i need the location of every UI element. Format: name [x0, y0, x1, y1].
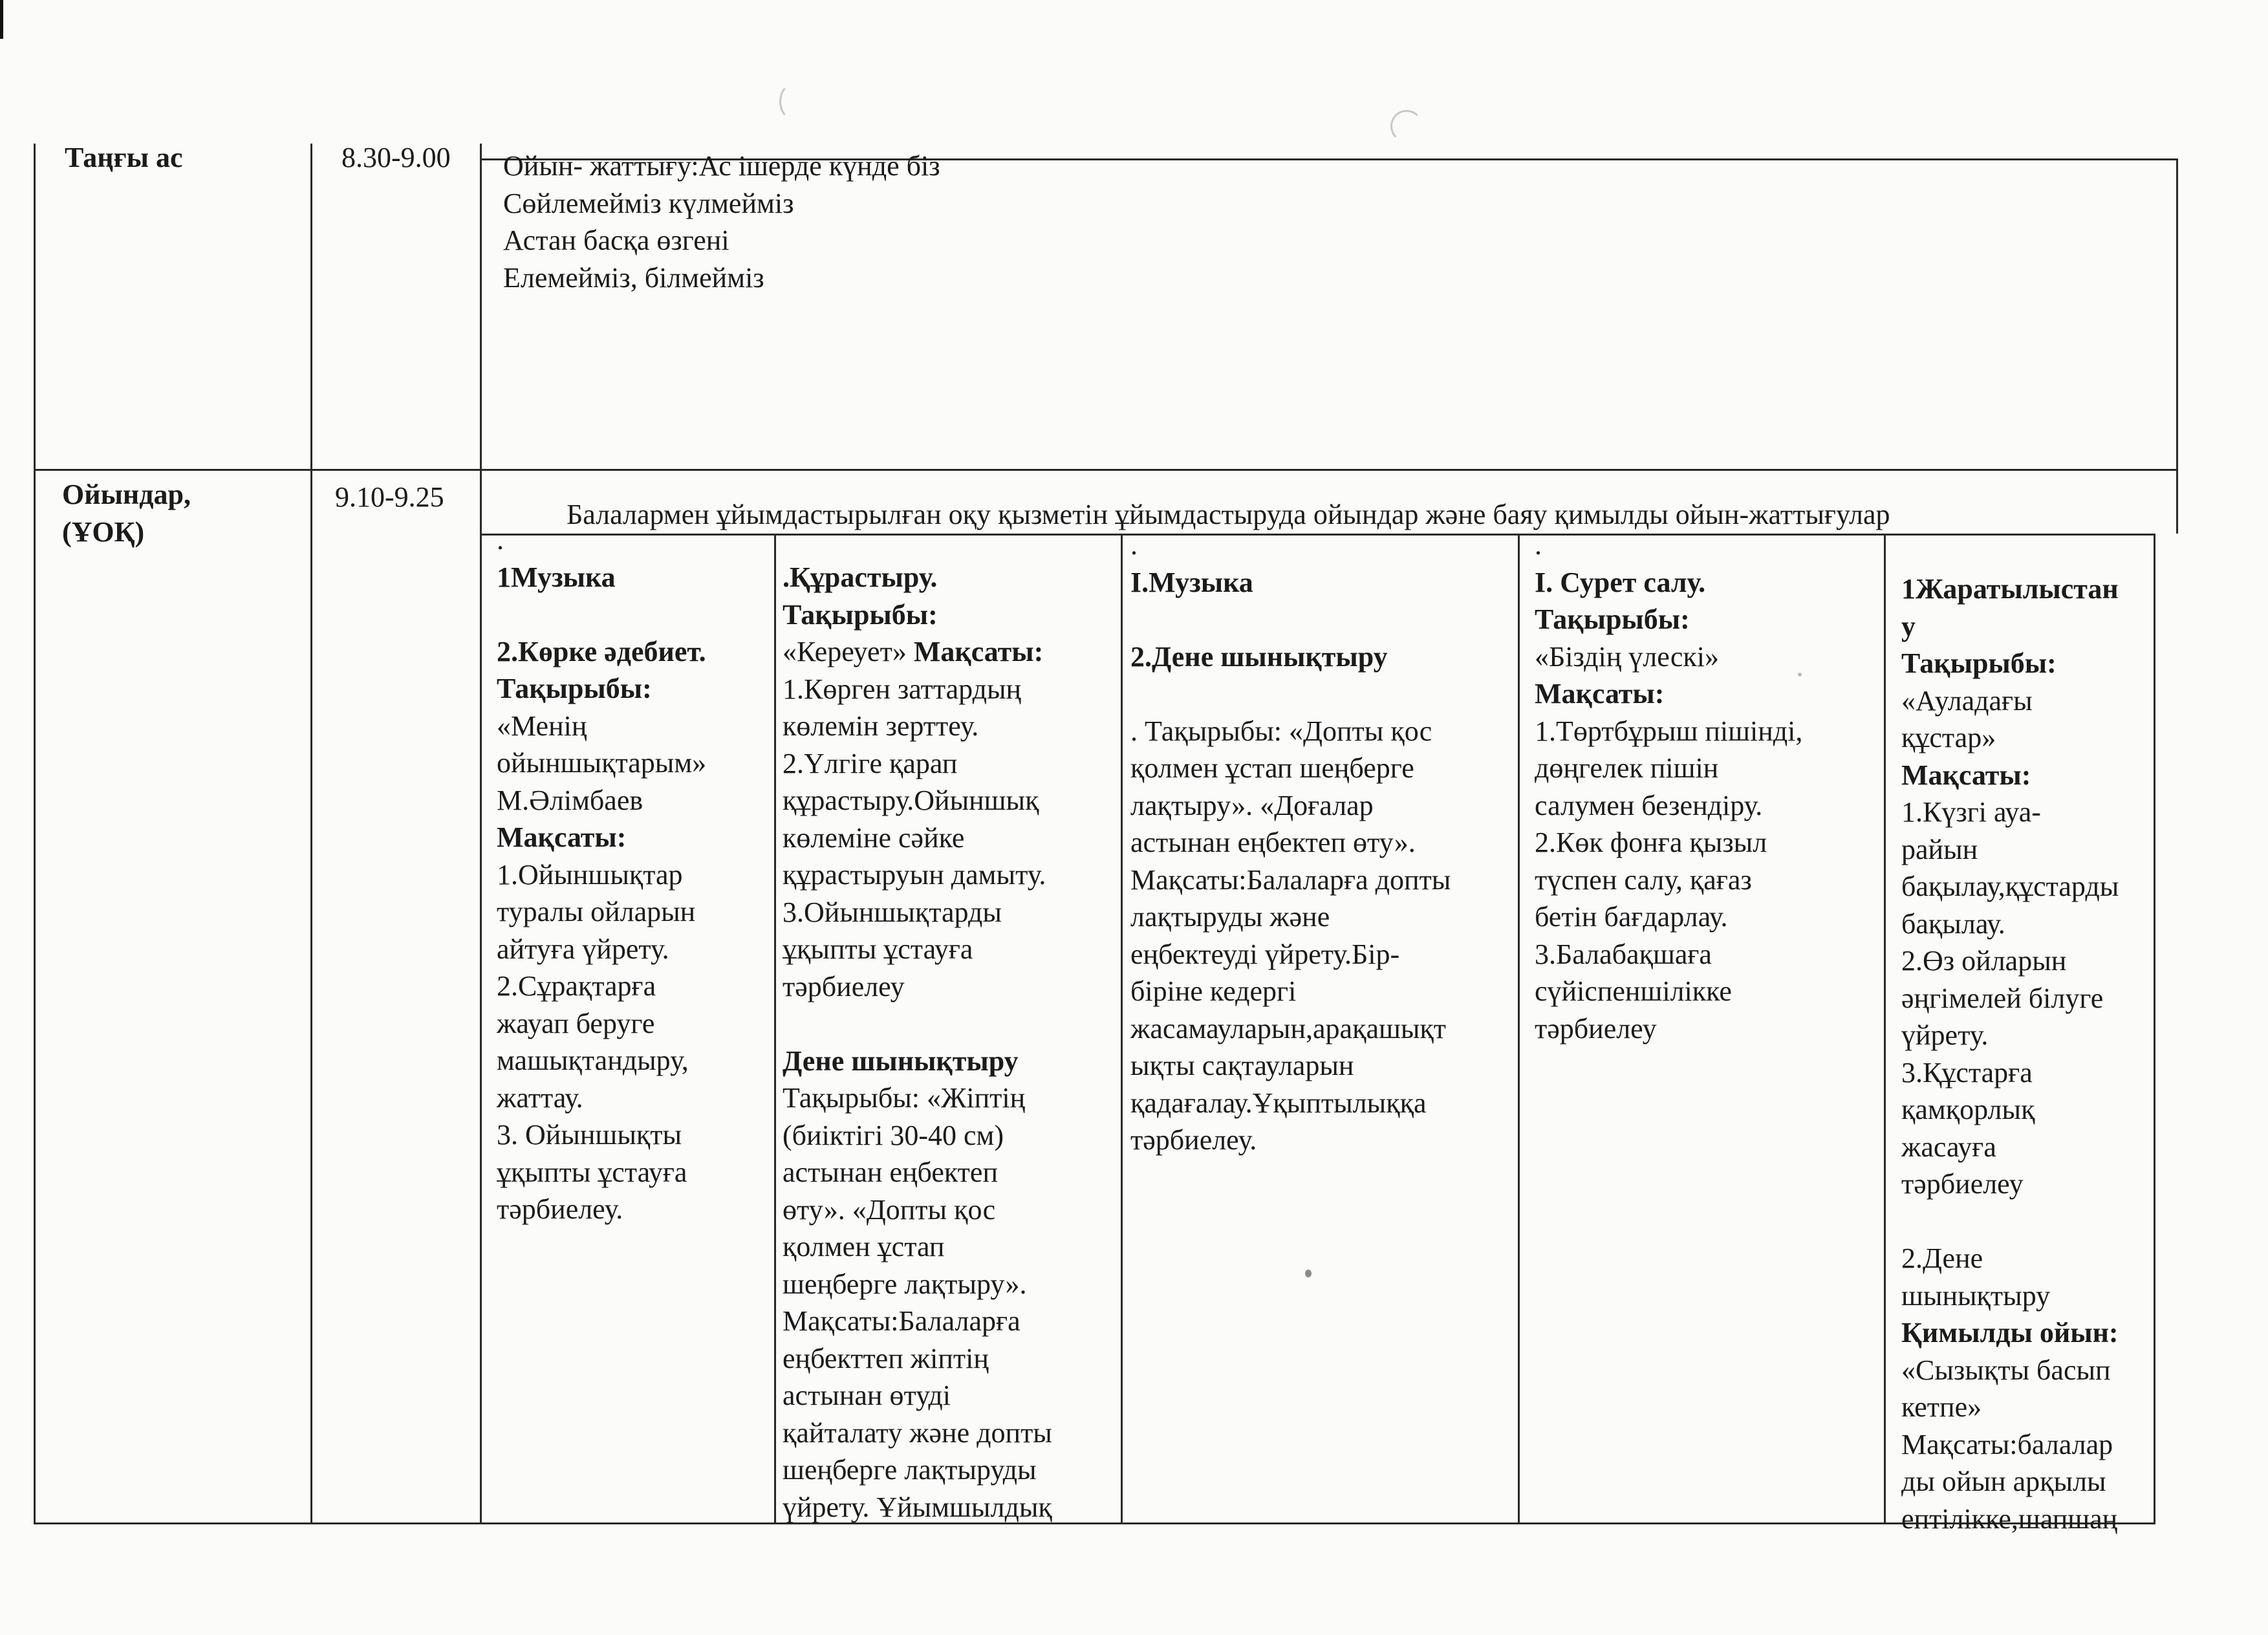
content-line: тәрбиелеу: [1901, 1168, 2024, 1200]
content-line: қолмен ұстап шеңберге: [1130, 752, 1414, 784]
hole-punch-mark: [1390, 110, 1423, 142]
content-line: Мақсаты:: [1535, 678, 1665, 709]
content-line: ұқыпты ұстауға: [497, 1156, 687, 1188]
row-time-breakfast: [341, 139, 451, 177]
content-line: 3.Балабақшаға: [1535, 938, 1712, 970]
content-line: Мақсаты:Балаларға: [783, 1305, 1021, 1337]
content-line: Қимылды ойын:: [1901, 1317, 2119, 1348]
content-line: Тақырыбы: «Жіптің: [783, 1082, 1026, 1114]
content-line: 1Музыка: [497, 561, 616, 593]
content-line: қамқорлық: [1901, 1094, 2035, 1125]
content-line: Дене шынықтыру: [783, 1045, 1019, 1077]
content-line: шынықтыру: [1901, 1279, 2051, 1312]
content-line: астынан еңбектеп өту».: [1130, 827, 1416, 858]
content-line: шеңберге лақтыруды: [783, 1454, 1037, 1486]
content-line: .: [1535, 529, 1542, 561]
content-line: (биіктігі 30-40 см): [783, 1119, 1004, 1151]
content-line: құрастыруын дамыту.: [783, 859, 1046, 891]
content-line: І.Музыка: [1130, 566, 1253, 598]
content-fragment: Мақсаты:: [913, 636, 1044, 667]
content-line: 2.Көрке әдебиет.: [497, 635, 706, 667]
table-column-divider: [310, 144, 312, 1524]
content-line: .: [1130, 529, 1138, 561]
content-line: кетпе»: [1901, 1391, 1982, 1423]
content-line: Мақсаты:: [1901, 759, 2031, 791]
table-row-divider: [34, 469, 2178, 471]
day-column-divider: [1884, 534, 1886, 1524]
content-line: сүйіспеншілікке: [1535, 975, 1732, 1007]
content-line: .Құрастыру.: [783, 561, 938, 593]
content-line: «Менің: [497, 709, 587, 742]
row-name-text: (ҰОҚ): [62, 515, 145, 548]
content-line: 2.Өз ойларын: [1901, 945, 2067, 977]
content-line: «Сызықты басып: [1901, 1354, 2111, 1386]
content-line: қолмен ұстап: [783, 1231, 945, 1262]
content-line: [497, 596, 706, 633]
content-line: Мақсаты:балалар: [1901, 1428, 2113, 1460]
hole-punch-mark: [779, 83, 809, 120]
content-line: тәрбиелеу.: [497, 1193, 623, 1225]
content-line: бетін бағдарлау.: [1535, 901, 1728, 933]
content-line: Тақырыбы:: [1535, 603, 1690, 635]
content-line: [1901, 1203, 2119, 1240]
content-line: жауап беруге: [497, 1007, 655, 1039]
content-line: салумен безендіру.: [1535, 789, 1763, 821]
row-name-text: Таңғы ас: [65, 142, 183, 173]
content-line: бақылау.: [1901, 907, 2005, 940]
content-line: 2.Дене: [1901, 1242, 1983, 1274]
content-line: райын: [1901, 833, 1978, 865]
content-line: 2.Үлгіге қарап: [783, 747, 958, 779]
content-line: бақылау,құстарды: [1901, 871, 2119, 902]
content-line: ықты сақтауларын: [1130, 1050, 1354, 1081]
content-line: машықтандыру,: [497, 1045, 689, 1076]
day-column-4: [1535, 526, 1802, 1047]
content-line: Тақырыбы:: [497, 673, 652, 704]
content-line: үйрету.: [1901, 1019, 1989, 1051]
content-line: Ойын- жаттығу:Ас ішерде күнде біз: [503, 150, 940, 182]
row-name-text: Ойындар,: [62, 479, 191, 510]
content-line: еңбектеуді үйрету.Бір-: [1130, 938, 1400, 970]
content-line: 3.Ойыншықтарды: [783, 896, 1002, 928]
day-column-2: [783, 559, 1052, 1526]
content-line: дөңгелек пішін: [1535, 752, 1719, 784]
table-border-right: [2176, 158, 2178, 534]
content-line: астынан өтуді: [783, 1380, 951, 1411]
content-line: 1.Ойыншықтар: [497, 858, 683, 891]
table-border-right: [2154, 534, 2155, 1524]
day-column-3: [1130, 526, 1451, 1159]
content-line: қайталату және допты: [783, 1416, 1052, 1449]
table-column-divider: [480, 144, 482, 1524]
content-line: «Ауладағы: [1901, 684, 2033, 717]
content-line: тәрбиелеу: [1535, 1012, 1657, 1045]
row-time-games: [335, 479, 444, 516]
content-line: 3.Құстарға: [1901, 1056, 2033, 1088]
content-line: [1130, 675, 1451, 713]
scan-edge-mark: [0, 0, 3, 39]
content-line: әңгімелей білуге: [1901, 982, 2104, 1014]
content-line: тәрбиелеу.: [1130, 1124, 1257, 1156]
content-line: Тақырыбы:: [1901, 647, 2057, 679]
content-line: . Тақырыбы: «Допты қос: [1130, 715, 1432, 747]
content-line: 2.Дене шынықтыру: [1130, 640, 1388, 673]
content-line: түспен салу, қағаз: [1535, 863, 1752, 896]
content-line: шеңберге лақтыру».: [783, 1268, 1027, 1300]
content-line: жасауға: [1901, 1131, 1996, 1163]
content-line: Мақсаты:: [497, 821, 627, 853]
content-line: ойыншықтарым»: [497, 747, 707, 779]
content-line: ды ойын арқылы: [1901, 1466, 2106, 1497]
content-line: [783, 1005, 1052, 1043]
content-line: у: [1901, 610, 1916, 642]
content-line: ептілікке,шапшаң: [1901, 1502, 2118, 1535]
content-line: .: [497, 524, 504, 556]
content-line: айтуға үйрету.: [497, 933, 669, 965]
row-name-games: [62, 476, 191, 550]
content-line: [783, 633, 1052, 671]
content-line: 1.Төртбұрыш пішінді,: [1535, 715, 1803, 747]
content-line: Тақырыбы:: [783, 598, 938, 631]
content-line: еңбекттеп жіптің: [783, 1342, 989, 1374]
content-line: астынан еңбектеп: [783, 1156, 998, 1188]
content-line: 1.Күзгі ауа-: [1901, 796, 2041, 828]
content-line: Мақсаты:Балаларға допты: [1130, 863, 1451, 896]
row-name-breakfast: [65, 139, 182, 177]
content-line: І. Сурет салу.: [1535, 566, 1706, 598]
content-line: құрастыру.Ойыншық: [783, 785, 1039, 816]
games-header: Балалармен ұйымдастырылған оқу қызметін ұйымдастыруда ойындар және баяу қимылды ойын-жаттығулар: [567, 499, 1890, 530]
day-column-1: [497, 521, 706, 1228]
content-line: біріне кедергі: [1130, 975, 1297, 1007]
breakfast-content: [503, 147, 940, 296]
content-line: лақтыруды және: [1130, 901, 1330, 933]
scan-speck: [1305, 1270, 1312, 1277]
day-column-divider: [1121, 534, 1123, 1524]
day-column-divider: [774, 534, 776, 1524]
content-line: «Біздің үлескі»: [1535, 640, 1719, 673]
content-line: 3. Ойыншықты: [497, 1119, 682, 1151]
content-line: 2.Көк фонға қызыл: [1535, 827, 1767, 858]
content-line: Елемейміз, білмейміз: [503, 261, 764, 294]
content-fragment: «Кереует»: [783, 636, 914, 667]
content-line: М.Әлімбаев: [497, 784, 643, 816]
row-time-text: 9.10-9.25: [335, 481, 444, 513]
content-line: көлеміне сәйке: [783, 821, 965, 854]
content-line: қадағалау.Ұқыптылыққа: [1130, 1087, 1427, 1119]
content-line: 1.Көрген заттардың: [783, 673, 1022, 705]
row-time-text: 8.30-9.00: [341, 142, 451, 173]
content-line: лақтыру». «Доғалар: [1130, 789, 1374, 821]
content-line: 1Жаратылыстан: [1901, 573, 2119, 605]
content-line: жаттау.: [497, 1081, 583, 1114]
content-line: Сөйлемейміз күлмейміз: [503, 187, 794, 219]
day-column-5: [1901, 570, 2119, 1537]
content-line: ұқыпты ұстауға: [783, 933, 973, 965]
content-line: жасамауларын,арақашықт: [1130, 1012, 1447, 1045]
content-line: Астан басқа өзгені: [503, 224, 729, 256]
table-border-bottom: [34, 1522, 2155, 1524]
content-line: тәрбиелеу: [783, 970, 905, 1002]
content-line: 2.Сұрақтарға: [497, 970, 656, 1002]
content-line: құстар»: [1901, 722, 1996, 753]
content-line: [1130, 601, 1451, 638]
content-line: үйрету. Ұйымшылдық: [783, 1491, 1052, 1523]
content-line: өту». «Допты қос: [783, 1193, 996, 1226]
day-column-divider: [1518, 534, 1520, 1524]
content-line: туралы ойларын: [497, 896, 696, 927]
table-border-left: [34, 144, 36, 1524]
content-line: көлемін зерттеу.: [783, 710, 979, 742]
